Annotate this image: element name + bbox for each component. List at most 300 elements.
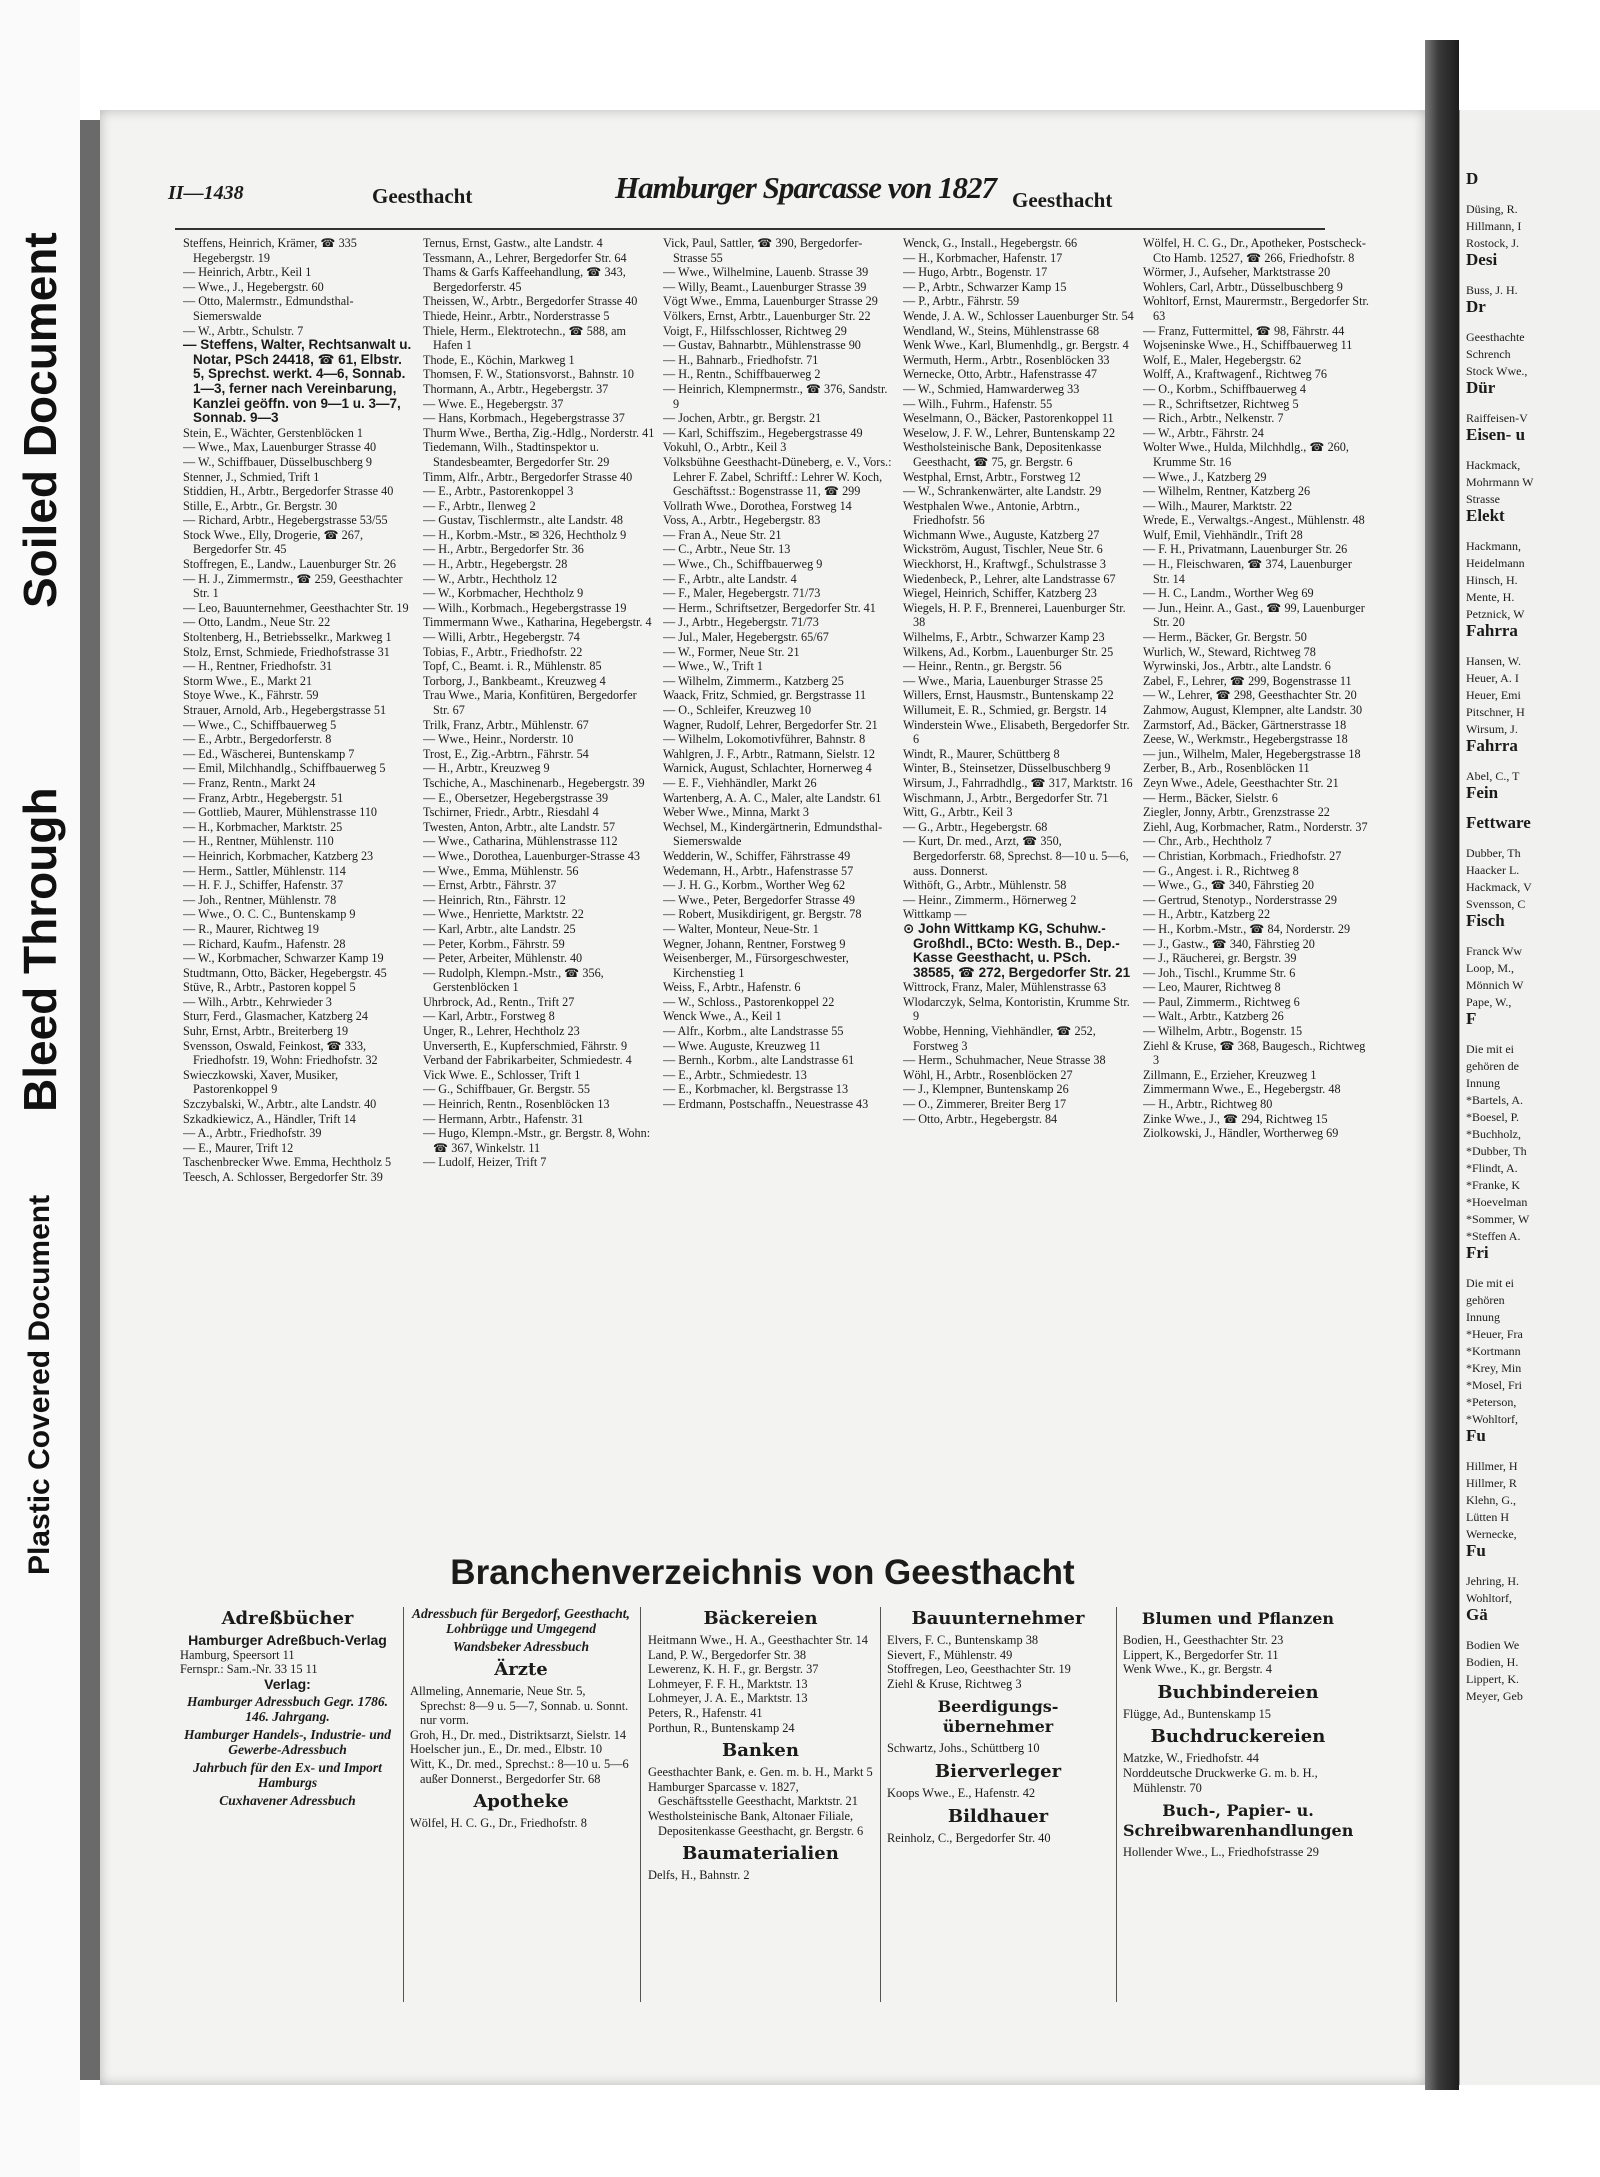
directory-entry: — Wwe., Maria, Lauenburger Strasse 25 <box>903 673 1103 688</box>
branchen-entry: Reinholz, C., Bergedorfer Str. 40 <box>887 1830 1051 1845</box>
branchen-entry: Ziehl & Kruse, Richtweg 3 <box>887 1676 1022 1691</box>
directory-entry: — H., Arbtr., Hegebergstr. 28 <box>423 557 568 572</box>
directory-entry: Voigt, F., Hilfsschlosser, Richtweg 29 <box>663 323 847 338</box>
directory-entry: — H., Rentner, Friedhofstr. 31 <box>183 659 333 674</box>
archive-margin <box>0 0 80 2177</box>
directory-entry: — Heinrich, Rtn., Fährstr. 12 <box>423 892 566 907</box>
directory-entry: Wermuth, Herm., Arbtr., Rosenblöcken 33 <box>903 352 1110 367</box>
directory-entry: — Richard, Arbtr., Hegebergstrasse 53/55 <box>183 513 388 528</box>
directory-entry: — Robert, Musikdirigent, gr. Bergstr. 78 <box>663 907 862 922</box>
directory-entry: Wiedenbeck, P., Lehrer, alte Landstrasse 67 <box>903 571 1116 586</box>
directory-entry: Torborg, J., Bankbeamt., Kreuzweg 4 <box>423 673 606 688</box>
directory-entry: Windt, R., Maurer, Schüttberg 8 <box>903 746 1060 761</box>
directory-entry: Wechsel, M., Kindergärtnerin, Edmundsthal-Siemerswalde <box>663 819 883 849</box>
facing-heading: Fahrra <box>1466 736 1518 755</box>
directory-entry: Wenck, G., Install., Hegebergstr. 66 <box>903 236 1078 250</box>
directory-entry: — H., Arbtr., Richtweg 80 <box>1143 1097 1273 1112</box>
facing-entry: Abel, C., T <box>1466 769 1520 783</box>
directory-entry: Wölfel, H. C. G., Dr., Apotheker, Postscheck-Cto Hamb. 12527, ☎ 266, Friedhofstr. 8 <box>1143 236 1366 265</box>
facing-entry: Strasse <box>1466 492 1500 506</box>
directory-entry: — Karl, Arbtr., Forstweg 8 <box>423 1009 555 1024</box>
directory-entry: — E., Obersetzer, Hegebergstrasse 39 <box>423 790 609 805</box>
facing-entry: *Buchholz, <box>1466 1127 1521 1141</box>
directory-entry: Wahlgren, J. F., Arbtr., Ratmann, Sielstr. 12 <box>663 746 875 761</box>
branchen-entry: Land, P. W., Bergedorfer Str. 38 <box>648 1647 807 1662</box>
directory-entry: Thormann, A., Arbtr., Hegebergstr. 37 <box>423 381 609 396</box>
directory-entry: ⊙ John Wittkamp KG, Schuhw.-Großhdl., BCto: Westh. B., Dep.-Kasse Geesthacht, u. PSch. 38585, ☎ 272, Bergedorfer Str. 21 <box>903 920 1131 980</box>
directory-entry: — Hugo, Arbtr., Bogenstr. 17 <box>903 265 1048 280</box>
margin-label-soiled: Soiled Document <box>14 232 66 608</box>
directory-entry: Wiegel, Heinrich, Schiffer, Katzberg 23 <box>903 586 1097 601</box>
directory-entry: Steffens, Heinrich, Krämer, ☎ 335 Hegebergstr. 19 <box>183 236 357 265</box>
directory-entry: Tschiche, A., Maschinenarb., Hegebergstr. 39 <box>423 775 645 790</box>
facing-entry: Stock Wwe., <box>1466 364 1528 378</box>
directory-entry: — R., Schriftsetzer, Richtweg 5 <box>1143 396 1299 411</box>
directory-entry: Tessmann, A., Lehrer, Bergedorfer Str. 64 <box>423 250 627 265</box>
directory-entry: Storm Wwe., E., Markt 21 <box>183 673 313 688</box>
branchen-entry: Fernspr.: Sam.-Nr. 33 15 11 <box>180 1662 318 1677</box>
directory-entry: — Wwe. Auguste, Kreuzweg 11 <box>663 1038 821 1053</box>
branchen-entry: Westholsteinische Bank, Altonaer Filiale, Depositenkasse Geesthacht, gr. Bergstr. 6 <box>648 1808 864 1838</box>
directory-entry: — G., Schiffbauer, Gr. Bergstr. 55 <box>423 1082 590 1097</box>
section-divider <box>1116 1607 1117 2002</box>
directory-entry: Westholsteinische Bank, Depositenkasse Geesthacht, ☎ 75, gr. Bergstr. 6 <box>903 440 1102 469</box>
branchen-entry: Lippert, K., Bergedorfer Str. 11 <box>1123 1647 1279 1662</box>
directory-entry: Wobbe, Henning, Viehhändler, ☎ 252, Forstweg 3 <box>903 1024 1096 1053</box>
branchen-advert: Jahrbuch für den Ex- und Import Hamburgs <box>193 1760 382 1791</box>
directory-entry: — W., Arbtr., Schulstr. 7 <box>183 323 304 338</box>
directory-entry: — H., Fleischwaren, ☎ 374, Lauenburger Str. 14 <box>1143 557 1352 586</box>
branchen-category: Buchbindereien <box>1157 1681 1319 1703</box>
branchen-section-4 <box>887 1603 1109 2013</box>
facing-heading: Gä <box>1466 1605 1488 1624</box>
branchen-entry: Lohmeyer, J. A. E., Marktstr. 13 <box>648 1691 808 1706</box>
facing-entry: Bodien, H. <box>1466 1655 1519 1669</box>
directory-entry: — G., Arbtr., Hegebergstr. 68 <box>903 819 1048 834</box>
directory-entry: Twesten, Anton, Arbtr., alte Landstr. 57 <box>423 819 616 834</box>
directory-entry: Weselmann, O., Bäcker, Pastorenkoppel 11 <box>903 411 1114 426</box>
directory-entry: Voss, A., Arbtr., Hegebergstr. 83 <box>663 513 821 528</box>
directory-entry: Wedemann, H., Arbtr., Hafenstrasse 57 <box>663 863 854 878</box>
directory-entry: — Gustav, Bahnarbtr., Mühlenstrasse 90 <box>663 338 861 353</box>
directory-entry: Ziehl, Aug, Korbmacher, Ratm., Norderstr. 37 <box>1143 819 1368 834</box>
directory-entry: — Karl, Schiffszim., Hegebergstrasse 49 <box>663 425 863 440</box>
directory-entry: — Franz, Futtermittel, ☎ 98, Fährstr. 44 <box>1143 323 1345 338</box>
directory-entry: Thurm Wwe., Bertha, Zig.-Hdlg., Norderstr. 41 <box>423 425 655 440</box>
directory-entry: Wendland, W., Steins, Mühlenstrasse 68 <box>903 323 1100 338</box>
branchen-entry: Lewerenz, K. H. F., gr. Bergstr. 37 <box>648 1662 819 1677</box>
directory-entry: — Peter, Arbeiter, Mühlenstr. 40 <box>423 951 583 966</box>
facing-entry: *Heuer, Fra <box>1466 1327 1523 1341</box>
sparcasse-logo: Hamburger Sparcasse von 1827 <box>615 170 997 205</box>
directory-entry: — Heinrich, Korbmacher, Katzberg 23 <box>183 848 374 863</box>
directory-entry: — Gustav, Tischlermstr., alte Landstr. 48 <box>423 513 623 528</box>
facing-entry: Klehn, G., <box>1466 1493 1516 1507</box>
branchen-entry: Stoffregen, Leo, Geesthachter Str. 19 <box>887 1662 1071 1677</box>
directory-entry: — Alfr., Korbm., alte Landstrasse 55 <box>663 1024 844 1039</box>
section-divider <box>640 1607 641 2002</box>
facing-heading: Fu <box>1466 1541 1486 1560</box>
branchen-entry: Heitmann Wwe., H. A., Geesthachter Str. 14 <box>648 1633 868 1647</box>
branchen-heading: Verlag: <box>264 1675 311 1692</box>
directory-entry: — Joh., Tischl., Krumme Str. 6 <box>1143 965 1296 980</box>
directory-entry: Szkadkiewicz, A., Händler, Trift 14 <box>183 1111 356 1126</box>
branchen-entry: Hoelscher jun., E., Dr. med., Elbstr. 10 <box>410 1742 603 1757</box>
directory-entry: — Jun., Heinr. A., Gast., ☎ 99, Lauenburger Str. 20 <box>1143 600 1365 630</box>
directory-entry: Wolff, A., Kraftwagenf., Richtweg 76 <box>1143 367 1327 382</box>
directory-entry: Weisenberger, M., Fürsorgeschwester, Kirchenstieg 1 <box>663 951 849 980</box>
directory-entry: — E., Arbtr., Schmiedestr. 13 <box>663 1067 807 1082</box>
directory-entry: — Wwe., Henriette, Marktstr. 22 <box>423 907 584 922</box>
directory-entry: — F., Arbtr., alte Landstr. 4 <box>663 571 797 586</box>
facing-entry: Lütten H <box>1466 1510 1509 1524</box>
directory-entry: — W., Schmied, Hamwarderweg 33 <box>903 381 1080 396</box>
directory-entry: — Walter, Monteur, Neue-Str. 1 <box>663 921 819 936</box>
branchen-entry: Elvers, F. C., Buntenskamp 38 <box>887 1633 1039 1647</box>
branchen-entry: Matzke, W., Friedhofstr. 44 <box>1123 1751 1259 1766</box>
directory-entry: — Leo, Bauunternehmer, Geesthachter Str. 19 <box>183 600 409 615</box>
branchen-category: Ärzte <box>494 1659 548 1680</box>
directory-entry: Unger, R., Lehrer, Hechtholz 23 <box>423 1024 580 1039</box>
branchen-section-5 <box>1123 1603 1353 2013</box>
directory-entry: Volksbühne Geesthacht-Düneberg, e. V., Vors.: Lehrer F. Zabel, Schriftf.: Lehrer W. Koch, Geschäftsst.: Bogenstrasse 11, ☎ 299 <box>663 454 892 499</box>
directory-entry: — Erdmann, Postschaffn., Neuestrasse 43 <box>663 1097 869 1112</box>
directory-entry: Wegner, Johann, Rentner, Forstweg 9 <box>663 936 846 951</box>
directory-entry: — W., Arbtr., Fährstr. 24 <box>1143 425 1264 440</box>
directory-entry: Zeese, W., Werkmstr., Hegebergstrasse 18 <box>1143 732 1348 747</box>
branchen-entry: Geesthachter Bank, e. Gen. m. b. H., Markt 5 <box>648 1765 873 1780</box>
directory-entry: — P., Arbtr., Schwarzer Kamp 15 <box>903 279 1067 294</box>
facing-entry: *Steffen A. <box>1466 1229 1521 1243</box>
branchen-entry: Norddeutsche Druckwerke G. m. b. H., Mühlenstr. 70 <box>1123 1765 1318 1795</box>
directory-entry: Stolz, Ernst, Schmiede, Friedhofstrasse 31 <box>183 644 390 659</box>
directory-entry: — Wwe., G., ☎ 340, Fährstieg 20 <box>1143 878 1315 893</box>
facing-entry: Buss, J. H. <box>1466 283 1518 297</box>
facing-entry: Innung <box>1466 1076 1500 1090</box>
directory-entry: Strauer, Arnold, Arb., Hegebergstrasse 51 <box>183 703 387 717</box>
facing-entry: *Bartels, A. <box>1466 1093 1523 1107</box>
directory-entry: — Otto, Landm., Neue Str. 22 <box>183 615 331 630</box>
directory-entry: — Wwe., Peter, Bergedorfer Strasse 49 <box>663 892 855 907</box>
facing-entry: Pape, W., <box>1466 995 1512 1009</box>
directory-entry: Wagner, Rudolf, Lehrer, Bergedorfer Str. 21 <box>663 717 878 732</box>
facing-heading: D <box>1466 169 1479 188</box>
directory-entry: — H., Arbtr., Kreuzweg 9 <box>423 761 550 776</box>
directory-entry: — Heinrich, Arbtr., Keil 1 <box>183 265 312 280</box>
directory-entry: — C., Arbtr., Neue Str. 13 <box>663 542 791 557</box>
branchen-entry: Wölfel, H. C. G., Dr., Friedhofstr. 8 <box>410 1816 587 1831</box>
directory-entry: Teesch, A. Schlosser, Bergedorfer Str. 39 <box>183 1170 383 1184</box>
branchen-entry: Peters, R., Hafenstr. 41 <box>648 1705 763 1720</box>
directory-entry: Stiddien, H., Arbtr., Bergedorfer Strasse 40 <box>183 484 394 499</box>
directory-entry: Svensson, Oswald, Feinkost, ☎ 333, Friedhofstr. 19, Wohn: Friedhofstr. 32 <box>183 1038 378 1068</box>
directory-entry: Wohlers, Carl, Arbtr., Düsselbuschberg 9 <box>1143 279 1343 294</box>
directory-column-3 <box>663 236 895 1536</box>
directory-entry: — H., Rentn., Schiffbauerweg 2 <box>663 367 821 382</box>
branchen-section-1 <box>180 1603 395 2013</box>
directory-entry: — Wilhelm, Zimmerm., Katzberg 25 <box>663 673 844 688</box>
directory-entry: Stoltenberg, H., Betriebsselkr., Markweg 1 <box>183 630 392 645</box>
directory-entry: — Fran A., Neue Str. 21 <box>663 527 782 542</box>
facing-heading: Dür <box>1466 378 1496 397</box>
directory-entry: Tobias, F., Arbtr., Friedhofstr. 22 <box>423 644 583 659</box>
directory-entry: Thomsen, F. W., Stationsvorst., Bahnstr. 10 <box>423 367 634 382</box>
branchen-category: Apotheke <box>473 1791 569 1813</box>
branchen-entry: Wenk Wwe., K., gr. Bergstr. 4 <box>1123 1662 1272 1677</box>
directory-entry: — Ed., Wäscherei, Buntenskamp 7 <box>183 746 355 761</box>
directory-entry: Wischmann, J., Arbtr., Bergedorfer Str. 71 <box>903 790 1109 805</box>
facing-heading: Eisen- u <box>1466 425 1526 444</box>
directory-entry: Wörmer, J., Aufseher, Marktstrasse 20 <box>1143 265 1331 280</box>
directory-entry: Vick Wwe. E., Schlosser, Trift 1 <box>423 1067 581 1082</box>
directory-entry: — H., Korbmacher, Hafenstr. 17 <box>903 250 1063 265</box>
book-binding <box>1425 40 1459 2090</box>
directory-entry: Weber Wwe., Minna, Markt 3 <box>663 805 810 820</box>
directory-entry: Verband der Fabrikarbeiter, Schmiedestr. 4 <box>423 1053 632 1068</box>
directory-entry: — J., Arbtr., Hegebergstr. 71/73 <box>663 615 819 630</box>
directory-entry: Topf, C., Beamt. i. R., Mühlenstr. 85 <box>423 659 602 674</box>
directory-entry: — P., Arbtr., Fährstr. 59 <box>903 294 1020 309</box>
directory-entry: Thode, E., Köchin, Markweg 1 <box>423 352 575 367</box>
directory-entry: — E., Arbtr., Pastorenkoppel 3 <box>423 484 574 499</box>
directory-entry: Timmermann Wwe., Katharina, Hegebergstr. 4 <box>423 615 652 630</box>
directory-entry: — Hermann, Arbtr., Hafenstr. 31 <box>423 1111 584 1126</box>
directory-entry: — Herm., Schuhmacher, Neue Strasse 38 <box>903 1053 1106 1068</box>
facing-entry: Svensson, C <box>1466 897 1526 911</box>
directory-entry: — Paul, Zimmerm., Richtweg 6 <box>1143 994 1300 1009</box>
directory-entry: — Wilhelm, Lokomotivführer, Bahnstr. 8 <box>663 732 866 747</box>
facing-entry: Hillmer, R <box>1466 1476 1517 1490</box>
directory-entry: — Wilh., Fuhrm., Hafenstr. 55 <box>903 396 1053 411</box>
facing-entry: Geesthachte <box>1466 330 1525 344</box>
directory-column-5 <box>1143 236 1371 1536</box>
directory-entry: — Willi, Arbtr., Hegebergstr. 74 <box>423 630 580 645</box>
branchen-category: Buchdruckereien <box>1150 1726 1326 1748</box>
branchen-entry: Hamburger Sparcasse v. 1827, Geschäftsstelle Geesthacht, Marktstr. 21 <box>648 1779 858 1809</box>
directory-entry: — Gertrud, Stenotyp., Norderstrasse 29 <box>1143 892 1337 907</box>
facing-entry: *Dubber, Th <box>1466 1144 1527 1158</box>
facing-heading: Fein <box>1466 783 1499 802</box>
facing-entry: Innung <box>1466 1310 1500 1324</box>
directory-entry: — Heinr., Zimmerm., Hörnerweg 2 <box>903 892 1077 907</box>
directory-entry: — H., Arbtr., Bergedorfer Str. 36 <box>423 542 584 557</box>
branchen-title: Branchenverzeichnis von Geesthacht <box>450 1553 1075 1592</box>
section-divider <box>403 1607 404 2002</box>
directory-entry: — F., Maler, Hegebergstr. 71/73 <box>663 586 821 601</box>
directory-entry: — Wwe., Max, Lauenburger Strasse 40 <box>183 440 377 455</box>
directory-entry: Ziegler, Jonny, Arbtr., Grenzstrasse 22 <box>1143 805 1330 820</box>
directory-entry: — Wwe., Dorothea, Lauenburger-Strasse 43 <box>423 848 640 863</box>
directory-entry: — Otto, Arbtr., Hegebergstr. 84 <box>903 1111 1058 1126</box>
directory-entry: — Wwe., J., Katzberg 29 <box>1143 469 1267 484</box>
directory-entry: Taschenbrecker Wwe. Emma, Hechtholz 5 <box>183 1155 392 1170</box>
directory-entry: Stein, E., Wächter, Gerstenblöcken 1 <box>183 425 364 440</box>
page-edge-shadow <box>80 120 100 2080</box>
branchen-category: Baumaterialien <box>682 1843 839 1865</box>
directory-entry: Wolter Wwe., Hulda, Milchhdlg., ☎ 260, Krumme Str. 16 <box>1143 440 1349 469</box>
directory-entry: — W., Schiffbauer, Düsselbuschberg 9 <box>183 454 372 469</box>
directory-entry: Szczybalski, W., Arbtr., alte Landstr. 40 <box>183 1097 377 1112</box>
facing-entry: Hinsch, H. <box>1466 573 1518 587</box>
directory-entry: — H. J., Zimmermstr., ☎ 259, Geesthachter Str. 1 <box>183 571 403 601</box>
directory-entry: Weselow, J. F. W., Lehrer, Buntenskamp 22 <box>903 425 1116 440</box>
directory-entry: Ziolkowski, J., Händler, Wortherweg 69 <box>1143 1126 1339 1141</box>
directory-entry: Vögt Wwe., Emma, Lauenburger Strasse 29 <box>663 294 878 309</box>
directory-entry: — J., Räucherei, gr. Bergstr. 39 <box>1143 951 1297 966</box>
directory-entry: Wiegels, H. P. F., Brennerei, Lauenburger Str. 38 <box>903 600 1126 630</box>
directory-entry: Zabel, F., Lehrer, ☎ 299, Bogenstrasse 11 <box>1143 673 1352 688</box>
directory-entry: — Richard, Kaufm., Hafenstr. 28 <box>183 936 346 951</box>
directory-entry: — Gottlieb, Maurer, Mühlenstrasse 110 <box>183 805 378 820</box>
directory-entry: Winderstein Wwe., Elisabeth, Bergedorfer Str. 6 <box>903 717 1130 747</box>
facing-entry: *Wohltorf, <box>1466 1412 1519 1426</box>
directory-entry: — Wwe., O. C. C., Buntenskamp 9 <box>183 907 356 922</box>
facing-entry: *Krey, Min <box>1466 1361 1522 1375</box>
directory-entry: Ziehl & Kruse, ☎ 368, Baugesch., Richtweg 3 <box>1143 1038 1366 1068</box>
header-left-title: Geesthacht <box>372 184 473 208</box>
directory-entry: — W., Korbmacher, Schwarzer Kamp 19 <box>183 951 384 966</box>
facing-heading: Elekt <box>1466 506 1505 525</box>
directory-entry: Thiede, Heinr., Arbtr., Norderstrasse 5 <box>423 308 610 323</box>
facing-entry: Meyer, Geb <box>1466 1689 1523 1703</box>
directory-entry: — Rich., Arbtr., Nelkenstr. 7 <box>1143 411 1284 426</box>
facing-heading: Fahrra <box>1466 621 1518 640</box>
directory-entry: Trost, E., Zig.-Arbtrn., Fährstr. 54 <box>423 746 589 761</box>
directory-entry: Tschirner, Friedr., Arbtr., Riesdahl 4 <box>423 805 599 820</box>
directory-entry: Stüve, R., Arbtr., Pastoren koppel 5 <box>183 980 356 995</box>
facing-entry: *Peterson, <box>1466 1395 1517 1409</box>
directory-entry: Wenck Wwe., A., Keil 1 <box>663 1009 782 1024</box>
branchen-entry: Delfs, H., Bahnstr. 2 <box>648 1868 750 1883</box>
directory-entry: — Herm., Sattler, Mühlenstr. 114 <box>183 863 346 878</box>
directory-entry: — Kurt, Dr. med., Arzt, ☎ 350, Bergedorferstr. 68, Sprechst. 8—10 u. 5—6, auss. Donnerst. <box>903 834 1129 878</box>
branchen-entry: Schwartz, Johs., Schüttberg 10 <box>887 1741 1040 1756</box>
branchen-category: Bauunternehmer <box>911 1608 1085 1629</box>
directory-entry: Wirsum, J., Fahrradhdlg., ☎ 317, Marktstr. 16 <box>903 775 1133 790</box>
directory-entry: — Ludolf, Heizer, Trift 7 <box>423 1155 547 1170</box>
directory-entry: — Walt., Arbtr., Katzberg 26 <box>1143 1009 1284 1024</box>
directory-entry: — Rudolph, Klempn.-Mstr., ☎ 356, Gerstenblöcken 1 <box>423 965 604 995</box>
directory-entry: Wedderin, W., Schiffer, Fährstrasse 49 <box>663 848 851 863</box>
facing-entry: Rostock, J. <box>1466 236 1520 250</box>
facing-entry: Petznick, W <box>1466 607 1525 621</box>
facing-entry: Dubber, Th <box>1466 846 1521 860</box>
directory-entry: — Joh., Rentner, Mühlenstr. 78 <box>183 892 337 907</box>
directory-entry: Zerber, B., Arb., Rosenblöcken 11 <box>1143 761 1310 776</box>
directory-entry: Weiss, F., Arbtr., Hafenstr. 6 <box>663 980 801 995</box>
facing-heading: Fisch <box>1466 911 1505 930</box>
directory-entry: Wickström, August, Tischler, Neue Str. 6 <box>903 542 1103 557</box>
directory-entry: Wieckhorst, H., Kraftwgf., Schulstrasse 3 <box>903 557 1106 572</box>
directory-entry: Westphal, Ernst, Arbtr., Forstweg 12 <box>903 469 1081 484</box>
branchen-category: Bäckereien <box>703 1608 818 1629</box>
facing-entry: *Mosel, Fri <box>1466 1378 1523 1392</box>
facing-entry: gehören de <box>1466 1059 1519 1073</box>
directory-entry: Völkers, Ernst, Arbtr., Lauenburger Str. 22 <box>663 308 871 323</box>
directory-entry: — G., Angest. i. R., Richtweg 8 <box>1143 863 1299 878</box>
directory-entry: Wulf, Emil, Viehhändlr., Trift 28 <box>1143 527 1303 542</box>
branchen-advert: Hamburger Adressbuch Gegr. 1786. 146. Jahrgang. <box>187 1694 388 1725</box>
directory-entry: — Wwe., Heinr., Norderstr. 10 <box>423 732 574 747</box>
facing-entry: Die mit ei <box>1466 1042 1514 1056</box>
directory-entry: Wöhl, H., Arbtr., Rosenblöcken 27 <box>903 1067 1073 1082</box>
margin-label-plastic: Plastic Covered Document <box>23 1194 56 1576</box>
directory-entry: — Wwe. E., Hegebergstr. 37 <box>423 396 564 411</box>
directory-entry: Wartenberg, A. A. C., Maler, alte Landstr. 61 <box>663 790 882 805</box>
facing-entry: Hillmann, I <box>1466 219 1522 233</box>
branchen-heading: Hamburger Adreßbuch-Verlag <box>188 1632 387 1648</box>
facing-entry: *Flindt, A. <box>1466 1161 1518 1175</box>
facing-entry: Hackmack, V <box>1466 880 1532 894</box>
directory-entry: — Wilh., Arbtr., Kehrwieder 3 <box>183 994 332 1009</box>
facing-entry: Franck Ww <box>1466 944 1523 958</box>
branchen-entry: Groh, H., Dr. med., Distriktsarzt, Sielstr. 14 <box>410 1727 627 1742</box>
directory-entry: Tiedemann, Wilh., Stadtinspektor u. Standesbeamter, Bergedorfer Str. 29 <box>423 440 610 469</box>
facing-heading: F <box>1466 1009 1477 1028</box>
directory-entry: — Leo, Maurer, Richtweg 8 <box>1143 980 1281 995</box>
directory-entry: — Wilh., Korbmach., Hegebergstrasse 19 <box>423 600 627 615</box>
directory-entry: Wohltorf, Ernst, Maurermstr., Bergedorfer Str. 63 <box>1143 294 1369 323</box>
directory-entry: Wilkens, Ad., Korbm., Lauenburger Str. 25 <box>903 644 1114 659</box>
facing-entry: *Boesel, P. <box>1466 1110 1520 1124</box>
directory-entry: — Heinrich, Klempnermstr., ☎ 376, Sandstr. 9 <box>663 381 888 411</box>
directory-entry: — R., Maurer, Richtweg 19 <box>183 921 319 936</box>
directory-entry: — H., Arbtr., Katzberg 22 <box>1143 907 1271 922</box>
facing-entry: Hillmer, H <box>1466 1459 1518 1473</box>
directory-entry: Zeyn Wwe., Adele, Geesthachter Str. 21 <box>1143 775 1339 790</box>
directory-entry: Wojseninske Wwe., H., Schiffbauerweg 11 <box>1143 338 1353 353</box>
directory-entry: Vick, Paul, Sattler, ☎ 390, Bergedorfer-Strasse 55 <box>663 236 863 265</box>
directory-entry: — Wilhelm, Rentner, Katzberg 26 <box>1143 484 1311 499</box>
page-number: II—1438 <box>168 182 244 204</box>
directory-entry: Wende, J. A. W., Schlosser Lauenburger Str. 54 <box>903 308 1134 323</box>
directory-entry: Winter, B., Steinsetzer, Düsselbuschberg 9 <box>903 761 1111 776</box>
directory-entry: Stoffregen, E., Landw., Lauenburger Str. 26 <box>183 557 397 572</box>
directory-entry: — O., Schleifer, Kreuzweg 10 <box>663 703 812 717</box>
facing-entry: Haacker L. <box>1466 863 1520 877</box>
branchen-category: Buch-, Papier- u. Schreibwarenhandlungen <box>1123 1801 1353 1841</box>
header-rule <box>175 228 1325 230</box>
directory-entry: Wlodarczyk, Selma, Kontoristin, Krumme Str. 9 <box>903 994 1130 1024</box>
directory-entry: Wichmann Wwe., Auguste, Katzberg 27 <box>903 527 1100 542</box>
facing-entry: Schrench <box>1466 347 1511 361</box>
margin-label-bleed: Bleed Through <box>14 787 66 1113</box>
branchen-category: Banken <box>722 1740 799 1762</box>
directory-entry: Trilk, Franz, Arbtr., Mühlenstr. 67 <box>423 717 589 732</box>
directory-entry: — Herm., Bäcker, Gr. Bergstr. 50 <box>1143 630 1307 645</box>
facing-entry: Mönnich W <box>1466 978 1524 992</box>
directory-entry: Wittrock, Franz, Maler, Mühlenstrasse 63 <box>903 980 1107 995</box>
branchen-category: Blumen und Pflanzen <box>1141 1609 1335 1628</box>
directory-entry: — O., Zimmerer, Breiter Berg 17 <box>903 1097 1067 1112</box>
directory-entry: — Steffens, Walter, Rechtsanwalt u. Notar, PSch 24418, ☎ 61, Elbstr. 5, Sprechst. werkt. 4—6, Sonnab. 1—3, ferner nach Vereinbarung, Kanzlei geöffn. von 9—1 u. 3—7, Sonnab. 9—3 <box>183 337 412 426</box>
branchen-section-3 <box>648 1603 873 2013</box>
directory-entry: — O., Korbm., Schiffbauerweg 4 <box>1143 381 1306 396</box>
directory-entry: — Willy, Beamt., Lauenburger Strasse 39 <box>663 279 867 294</box>
directory-entry: Zillmann, E., Erzieher, Kreuzweg 1 <box>1143 1067 1317 1082</box>
directory-entry: Witt, G., Arbtr., Keil 3 <box>903 805 1013 820</box>
directory-entry: Wyrwinski, Jos., Arbtr., alte Landstr. 6 <box>1143 659 1331 674</box>
directory-entry: — W., Korbmacher, Hechtholz 9 <box>423 586 584 601</box>
section-divider <box>880 1607 881 2002</box>
directory-entry: — Bernh., Korbm., alte Landstrasse 61 <box>663 1053 855 1068</box>
facing-entry: Hackmack, <box>1466 458 1521 472</box>
directory-entry: — Franz, Arbtr., Hegebergstr. 51 <box>183 790 344 805</box>
branchen-advert: Adressbuch für Bergedorf, Geesthacht, Lohbrügge und Umgegend <box>412 1606 630 1636</box>
directory-entry: Withöft, G., Arbtr., Mühlenstr. 58 <box>903 878 1067 893</box>
directory-entry: Wurlich, W., Steward, Richtweg 78 <box>1143 644 1316 659</box>
branchen-category: Beerdigungs-übernehmer <box>937 1697 1059 1737</box>
